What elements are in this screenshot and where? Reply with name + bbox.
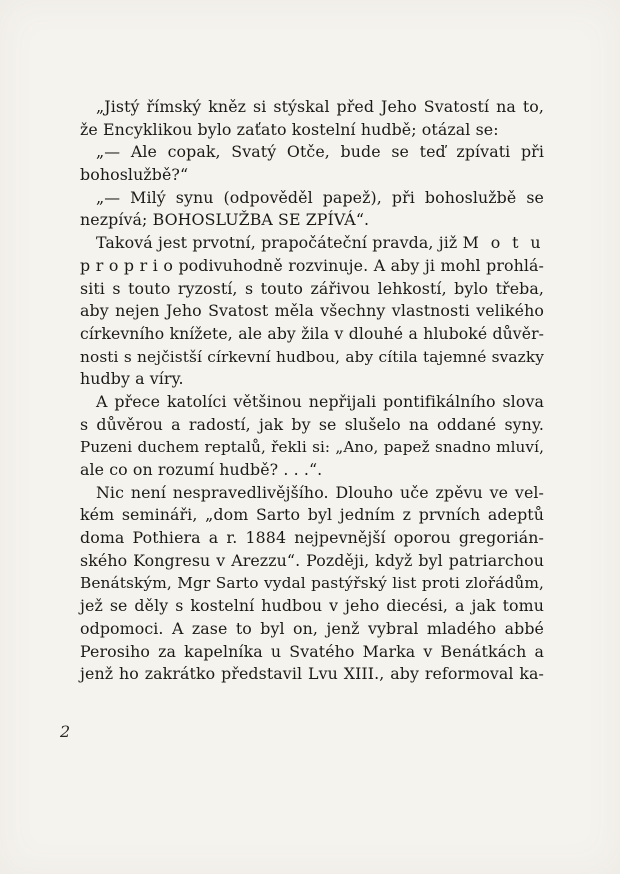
text-line-19: kém semináři, „dom Sarto byl jedním z prvních adeptů [80, 505, 544, 525]
text-line-1: „Jistý římský kněz si stýskal před Jeho Svatostí na to, [96, 97, 544, 116]
text-line-7-main: Taková jest prvotní, prapočáteční pravda, již [96, 233, 458, 253]
text-line-7 [80, 232, 544, 255]
text-line-8: p r o p r i o podivuhodně rozvinuje. A aby ji mohl prohlá- [80, 255, 544, 275]
motu-spaced: M o t u [462, 233, 545, 253]
text-line-12: nosti s nejčistší církevní hudbou, aby cítila tajemné svazky [80, 347, 544, 366]
text-line-25: Perosiho za kapelníka u Svatého Marka v Benátkách a [80, 641, 544, 661]
text-line-21: ského Kongresu v Arezzu“. Později, když byl patriarchou [80, 550, 544, 570]
text-line-26: jenž ho zakrátko představil Lvu XIII., aby reformoval ka- [80, 664, 544, 684]
text-line-18: Nic není nespravedlivějšího. Dlouho uče zpěvu ve vel- [96, 482, 544, 502]
text-line-5: „— Milý synu (odpověděl papež), při bohoslužbě se [96, 187, 544, 207]
page-number: 2 [60, 722, 71, 741]
text-line-4: bohoslužbě?“ [80, 165, 189, 185]
text-line-6: nezpívá; BOHOSLUŽBA SE ZPÍVÁ“. [80, 210, 370, 230]
text-line-22: Benátským, Mgr Sarto vydal pastýřský list proti zlořádům, [80, 574, 544, 593]
text-line-13: hudby a víry. [80, 369, 184, 389]
text-line-24: odpomoci. A zase to byl on, jenž vybral mladého abbé [80, 618, 544, 638]
text-line-23: jež se děly s kostelní hudbou v jeho diecési, a jak tomu [80, 596, 544, 616]
text-line-16: Puzeni duchem reptalů, řekli si: „Ano, papež snadno mluví, [80, 438, 544, 457]
text-line-3: „— Ale copak, Svatý Otče, bude se teď zpívati při [96, 142, 544, 162]
text-line-11: církevního knížete, ale aby žila v dlouhé a hluboké důvěr- [80, 324, 544, 343]
text-line-17: ale co on rozumí hudbě? . . .“. [80, 460, 323, 479]
text-line-9: siti s touto ryzostí, s touto zářivou lehkostí, bylo třeba, [80, 278, 544, 298]
text-line-20: doma Pothiera a r. 1884 nejpevnější oporou gregorián- [80, 528, 544, 548]
text-line-15: s důvěrou a radostí, jak by se slušelo na oddané syny. [80, 414, 544, 434]
body-text [80, 96, 544, 686]
text-line-14: A přece katolíci většinou nepřijali pontifikálního slova [96, 391, 544, 411]
text-line-2: že Encyklikou bylo zaťato kostelní hudbě; otázal se: [80, 119, 499, 139]
text-line-10: aby nejen Jeho Svatost měla všechny vlastnosti velikého [80, 301, 544, 321]
